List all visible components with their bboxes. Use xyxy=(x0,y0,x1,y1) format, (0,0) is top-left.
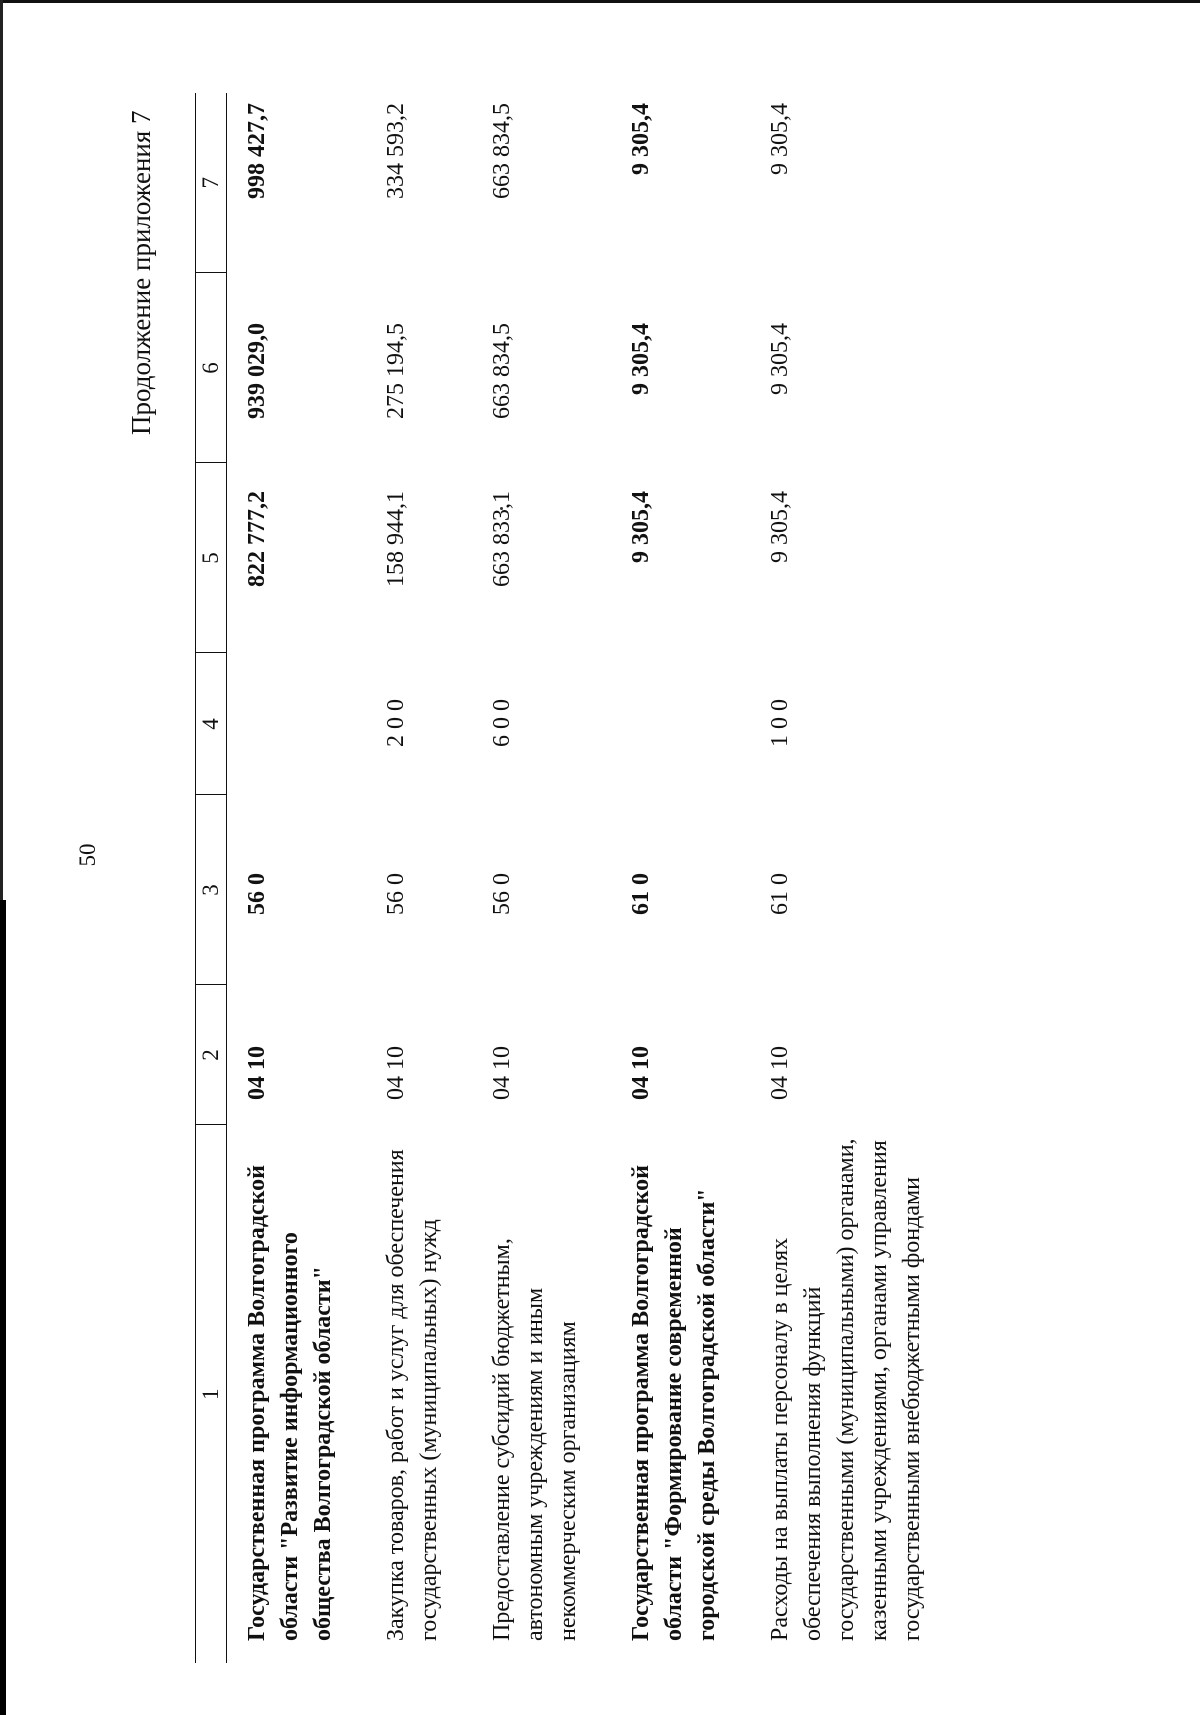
row-program: 56 0 xyxy=(383,873,409,915)
row-value-6: 9 305,4 xyxy=(767,323,793,395)
row-value-6: 663 834,5 xyxy=(489,323,515,419)
column-header-2: 2 xyxy=(196,985,227,1125)
row-value-7: 9 305,4 xyxy=(767,103,793,175)
table-row xyxy=(380,93,486,1663)
row-section: 04 10 xyxy=(628,1046,654,1100)
column-header-6: 6 xyxy=(196,273,227,463)
row-program: 56 0 xyxy=(244,873,270,915)
row-program: 61 0 xyxy=(628,873,654,915)
row-value-7: 9 305,4 xyxy=(628,103,654,175)
row-name: Государственная программа Волгоградской области "Формирование современной городской среды Волгоградской области" xyxy=(628,1165,720,1641)
row-expense-type xyxy=(625,653,764,795)
row-expense-type: 2 0 0 xyxy=(383,699,409,747)
row-section: 04 10 xyxy=(383,1046,409,1100)
column-header-5: 5 xyxy=(196,463,227,653)
row-section: 04 10 xyxy=(767,1046,793,1100)
budget-table xyxy=(195,93,969,1663)
row-program: 56 0 xyxy=(489,873,515,915)
row-name: Предоставление субсидий бюджетным, автономным учреждениям и иным некоммерческим организациям xyxy=(489,1238,581,1641)
column-header-1: 1 xyxy=(196,1125,227,1663)
row-value-7: 998 427,7 xyxy=(244,103,270,199)
column-header-7: 7 xyxy=(196,93,227,273)
row-name: Закупка товаров, работ и услуг для обеспечения государственных (муниципальных) нужд xyxy=(383,1149,442,1641)
row-name: Государственная программа Волгоградской области "Развитие информационного общества Волгоградской области" xyxy=(244,1165,336,1641)
table-row xyxy=(241,93,380,1663)
header-row xyxy=(196,93,227,1663)
column-header-4: 4 xyxy=(196,653,227,795)
table-row xyxy=(764,93,969,1663)
continuation-label: Продолжение приложения 7 xyxy=(126,110,156,435)
row-value-7: 334 593,2 xyxy=(383,103,409,199)
row-value-5: 158 944,1 xyxy=(383,491,409,587)
row-expense-type xyxy=(241,653,380,795)
row-expense-type: 1 0 0 xyxy=(767,699,793,747)
row-value-5: 822 777,2 xyxy=(244,491,270,587)
row-name: Расходы на выплаты персоналу в целях обеспечения выполнения функций государственными (муниципальными) органами, казенными учреждениями, органами управления государственными внебюджетными фондами xyxy=(767,1138,925,1641)
column-header-3: 3 xyxy=(196,795,227,985)
row-expense-type: 6 0 0 xyxy=(489,699,515,747)
row-section: 04 10 xyxy=(489,1046,515,1100)
row-value-6: 9 305,4 xyxy=(628,323,654,395)
row-value-6: 939 029,0 xyxy=(244,323,270,419)
page-number: 50 xyxy=(75,843,100,867)
row-program: 61 0 xyxy=(767,873,793,915)
row-value-5: 9 305,4 xyxy=(767,491,793,563)
row-value-7: 663 834,5 xyxy=(489,103,515,199)
row-value-5: 663 833,1 xyxy=(489,491,515,587)
table-row xyxy=(625,93,764,1663)
row-section: 04 10 xyxy=(244,1046,270,1100)
row-value-6: 275 194,5 xyxy=(383,323,409,419)
table-row xyxy=(486,93,625,1663)
row-value-5: 9 305,4 xyxy=(628,491,654,563)
